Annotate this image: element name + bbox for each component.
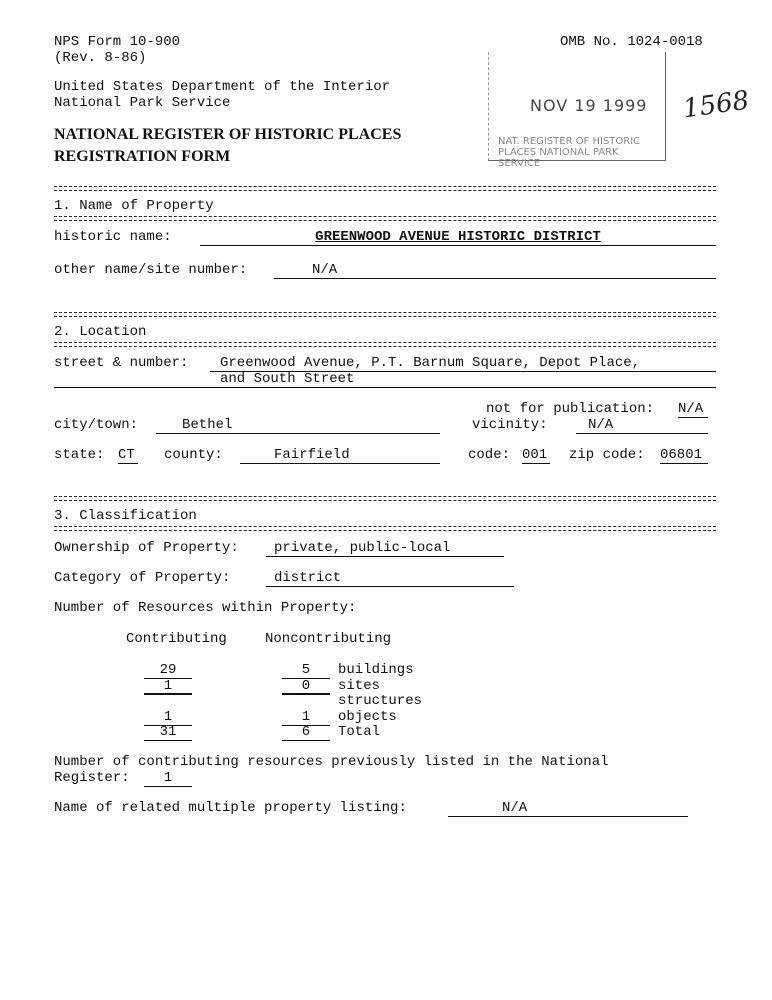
- register-label: Register:: [54, 770, 130, 786]
- row-label-buildings: buildings: [338, 662, 414, 678]
- noncontributing-buildings[interactable]: 5: [282, 662, 330, 679]
- section-divider: [54, 216, 716, 221]
- contributing-total[interactable]: 31: [144, 724, 192, 741]
- section-3-heading: 3. Classification: [54, 508, 197, 524]
- county-field[interactable]: [240, 447, 440, 464]
- noncontributing-sites[interactable]: 0: [282, 678, 330, 695]
- row-label-structures: structures: [338, 693, 423, 709]
- section-divider: [54, 496, 716, 501]
- street-field-line1[interactable]: [210, 355, 716, 372]
- agency: National Park Service: [54, 95, 231, 111]
- row-label-objects: objects: [338, 709, 397, 725]
- form-revision: (Rev. 8-86): [54, 50, 147, 66]
- ownership-label: Ownership of Property:: [54, 540, 239, 556]
- historic-name-label: historic name:: [54, 229, 172, 245]
- street-field-line2[interactable]: [54, 371, 716, 388]
- section-1-heading: 1. Name of Property: [54, 198, 214, 214]
- vicinity-label: vicinity:: [472, 417, 548, 433]
- omb-number: OMB No. 1024-0018: [560, 34, 703, 50]
- previously-listed-field[interactable]: 1: [144, 770, 192, 787]
- noncontributing-header: Noncontributing: [265, 631, 392, 647]
- contributing-sites[interactable]: 1: [144, 678, 192, 695]
- street-value-line1: Greenwood Avenue, P.T. Barnum Square, Depot Place,: [220, 355, 641, 371]
- category-field[interactable]: [266, 570, 514, 587]
- section-2-heading: 2. Location: [54, 324, 147, 340]
- county-value: Fairfield: [274, 447, 350, 463]
- city-value: Bethel: [182, 417, 233, 433]
- related-listing-field[interactable]: [448, 800, 688, 817]
- code-field[interactable]: 001: [522, 447, 550, 464]
- category-label: Category of Property:: [54, 570, 231, 586]
- noncontributing-objects[interactable]: 1: [282, 709, 330, 726]
- previously-listed-label: Number of contributing resources previously listed in the National: [54, 754, 609, 770]
- section-divider: [54, 186, 716, 191]
- form-title: NATIONAL REGISTER OF HISTORIC PLACES: [54, 126, 402, 143]
- department: United States Department of the Interior: [54, 79, 391, 95]
- section-divider: [54, 526, 716, 531]
- related-listing-value: N/A: [502, 800, 528, 816]
- row-label-total: Total: [338, 724, 381, 740]
- not-for-publication-field[interactable]: N/A: [678, 401, 708, 418]
- state-field[interactable]: CT: [118, 447, 138, 464]
- form-subtitle: REGISTRATION FORM: [54, 148, 231, 165]
- zip-field[interactable]: 06801: [660, 447, 708, 464]
- zip-label: zip code:: [569, 447, 645, 463]
- street-label: street & number:: [54, 355, 189, 371]
- vicinity-value: N/A: [588, 417, 614, 433]
- not-for-publication-label: not for publication:: [486, 401, 655, 417]
- historic-name-field[interactable]: GREENWOOD AVENUE HISTORIC DISTRICT: [200, 229, 716, 246]
- section-divider: [54, 342, 716, 347]
- contributing-objects[interactable]: 1: [144, 709, 192, 726]
- other-name-field[interactable]: [274, 262, 716, 279]
- other-name-value: N/A: [312, 262, 338, 278]
- city-field[interactable]: [156, 417, 440, 434]
- vicinity-field[interactable]: [576, 417, 708, 434]
- contributing-structures[interactable]: [144, 693, 192, 694]
- noncontributing-total[interactable]: 6: [282, 724, 330, 741]
- related-listing-label: Name of related multiple property listing:: [54, 800, 407, 816]
- row-label-sites: sites: [338, 678, 381, 694]
- stamp-text: NAT. REGISTER OF HISTORIC PLACES NATIONAL PARK SERVICE: [498, 136, 641, 169]
- ownership-value: private, public-local: [274, 540, 451, 556]
- noncontributing-structures[interactable]: [282, 693, 330, 694]
- category-value: district: [274, 570, 342, 586]
- state-label: state:: [54, 447, 105, 463]
- code-label: code:: [468, 447, 511, 463]
- contributing-buildings[interactable]: 29: [144, 662, 192, 679]
- resources-label: Number of Resources within Property:: [54, 600, 357, 616]
- ownership-field[interactable]: [266, 540, 504, 557]
- street-value-line2: and South Street: [220, 371, 355, 387]
- other-name-label: other name/site number:: [54, 262, 248, 278]
- stamp-date: NOV 19 1999: [530, 96, 648, 115]
- county-label: county:: [164, 447, 223, 463]
- form-number: NPS Form 10-900: [54, 34, 181, 50]
- contributing-header: Contributing: [126, 631, 227, 647]
- handwritten-number: 1568: [681, 85, 751, 125]
- city-label: city/town:: [54, 417, 139, 433]
- section-divider: [54, 312, 716, 317]
